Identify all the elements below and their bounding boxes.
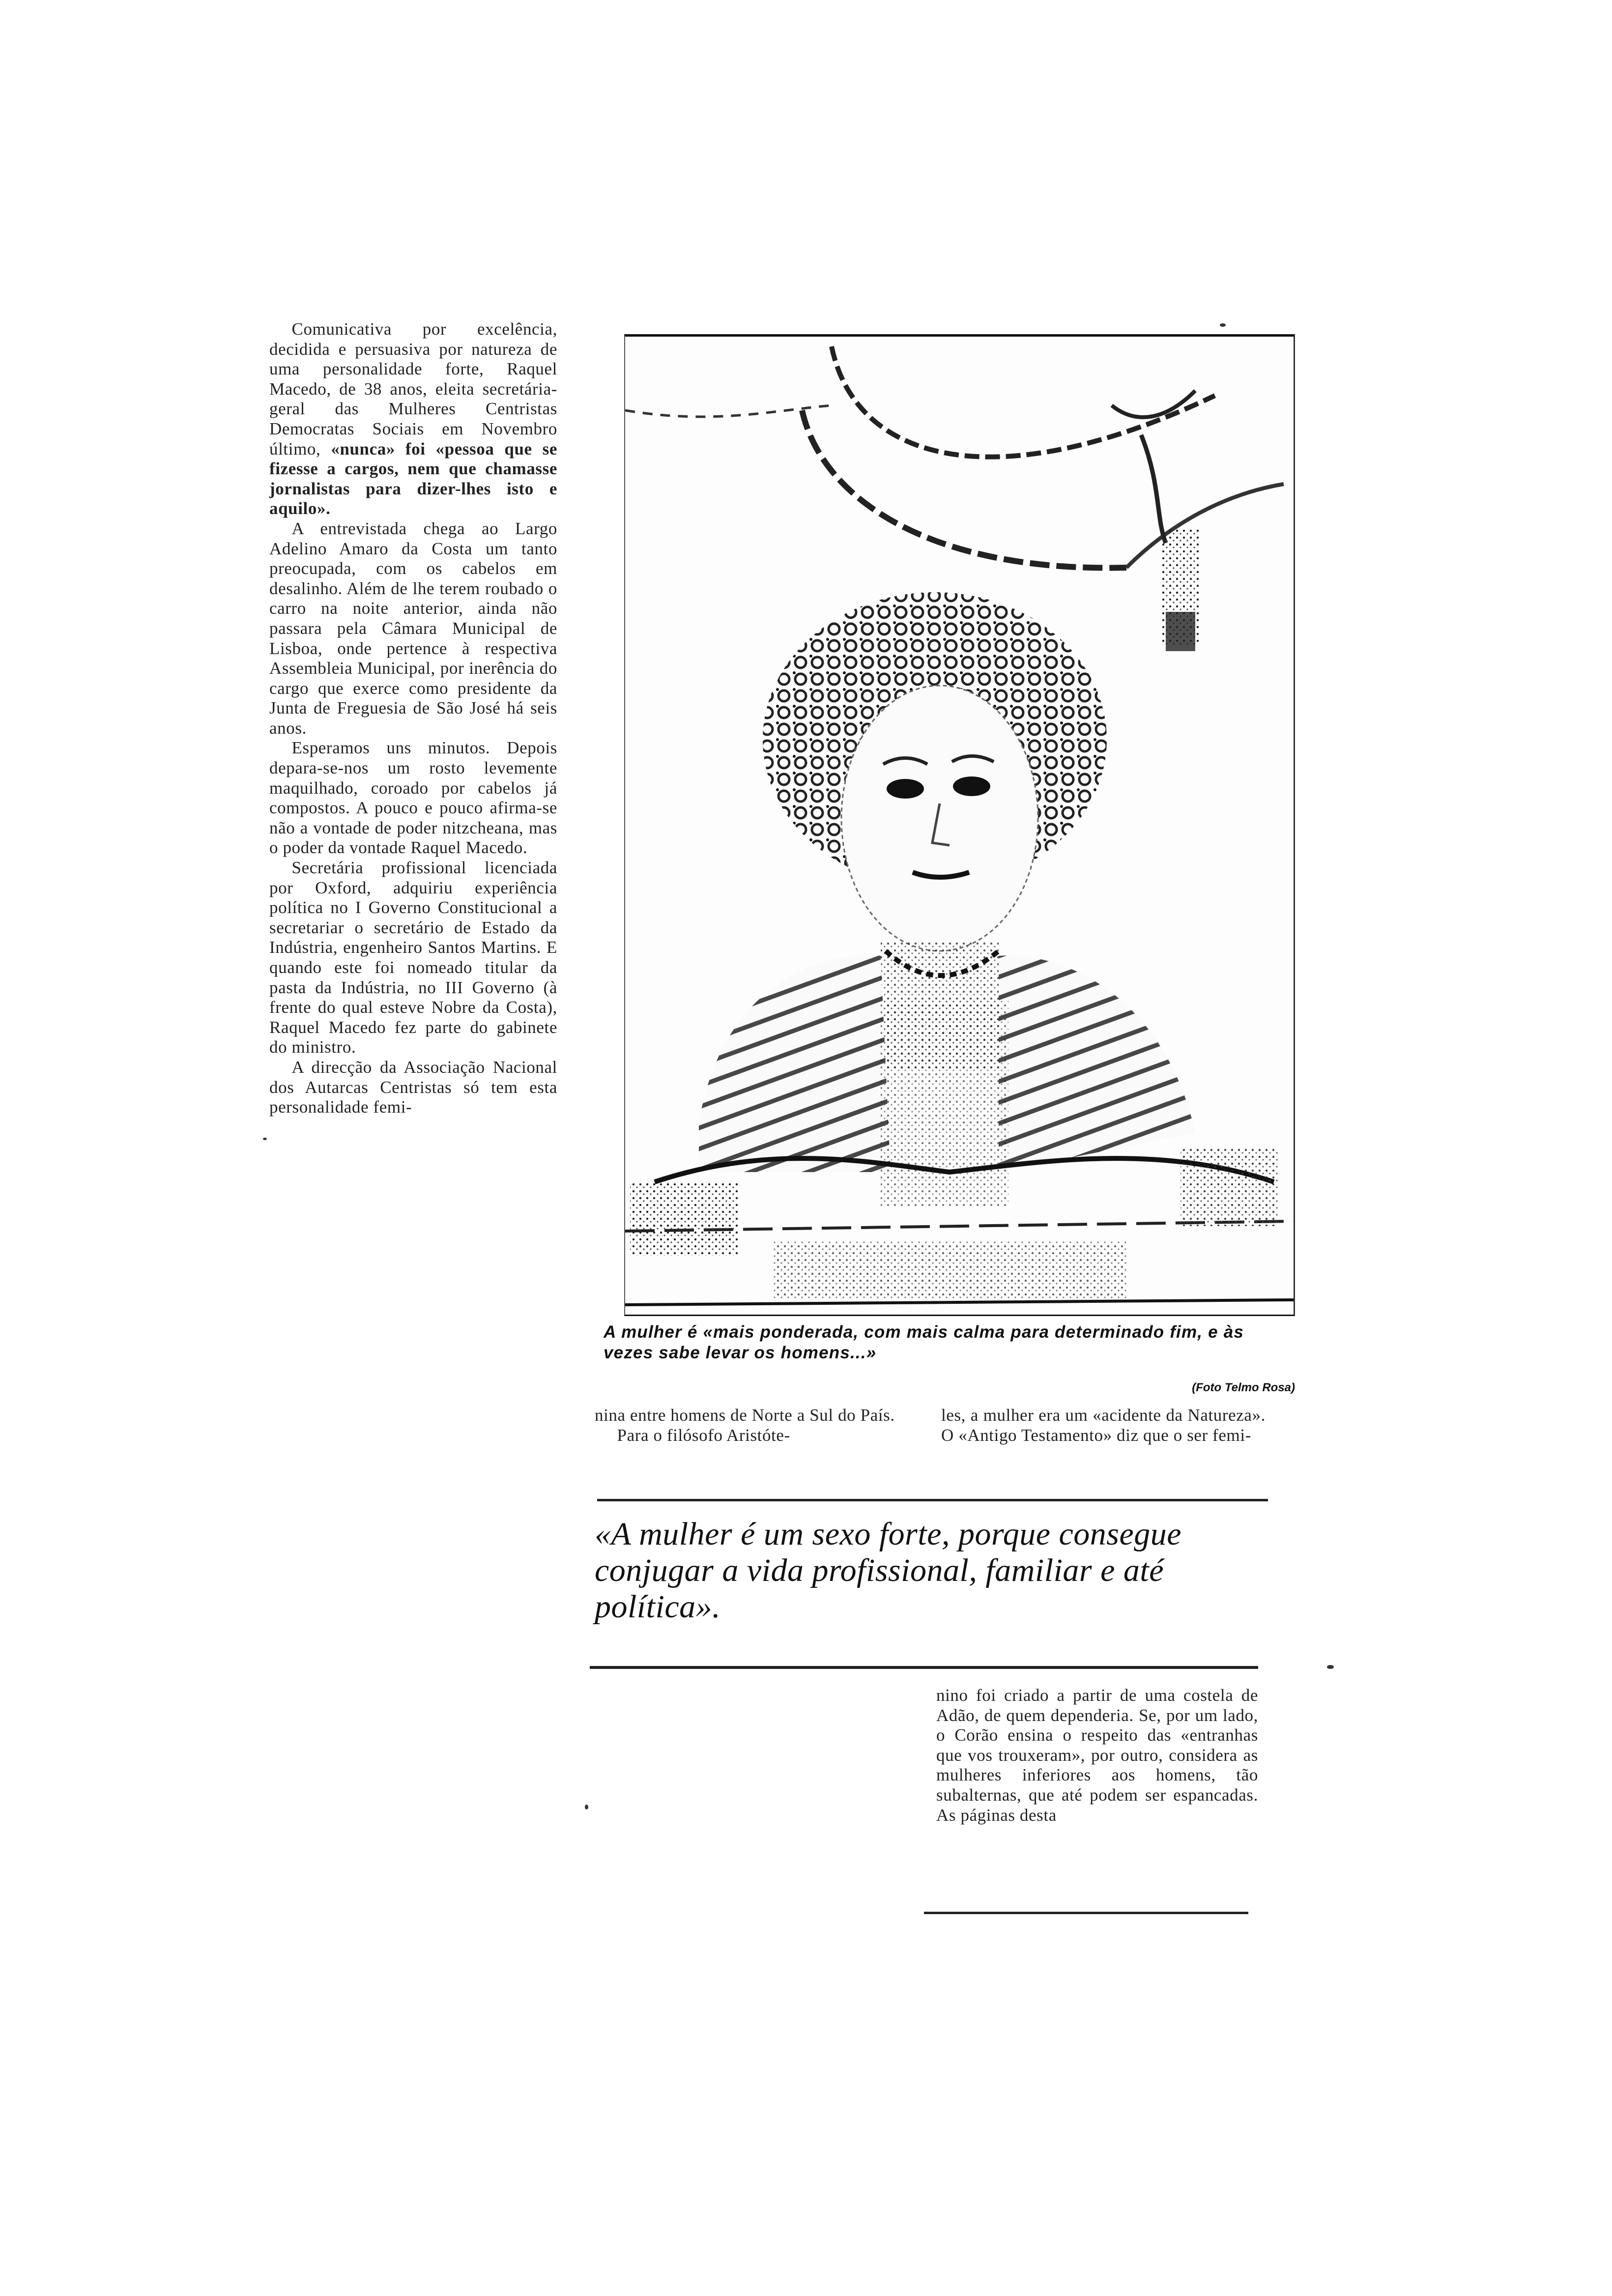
rule-end-article [924,1912,1248,1914]
portrait-photo [624,334,1295,1316]
pull-quote: «A mulher é um sexo forte, porque consegue conjugar a vida profissional, familiar e até política». [595,1516,1182,1625]
article-middle-left-column [595,1406,909,1445]
article-paragraph-1 [269,319,557,519]
photocopy-speck [1220,323,1226,327]
rule-above-quote [597,1499,1268,1501]
article-paragraph-1-bold: «nunca» foi «pessoa que se fizesse a cargos, nem que chamasse jornalistas para dizer-lhes isto e aquilo». [269,439,557,518]
article-bottom-column [936,1686,1258,1825]
photocopy-speck [585,1805,588,1809]
article-paragraph-3: Esperamos uns minutos. Depois depara-se-nos um rosto levemente maquilhado, coroado por cabelos já compostos. A pouco e pouco afirma-se não a vontade de poder nitzcheana, mas o poder da vontade Raquel Macedo. [269,738,557,858]
article-paragraph-1-text: Comunicativa por excelência, decidida e persuasiva por natureza de uma personalidade forte, Raquel Macedo, de 38 anos, eleita secretária-geral das Mulheres Centristas Democratas Sociais em Novembro último, [269,319,557,459]
article-middle-left-text-2: Para o filósofo Aristóte- [617,1425,790,1445]
article-paragraph-4: Secretária profissional licenciada por Oxford, adquiriu experiência política no I Governo Constitucional a secretariar o secretário de Estado da Indústria, engenheiro Santos Martins. E quando este foi nomeado titular da pasta da Indústria, no III Governo (à frente do qual esteve Nobre da Costa), Raquel Macedo fez parte do gabinete do ministro. [269,858,557,1057]
article-bottom-text: nino foi criado a partir de uma costela de Adão, de quem dependeria. Se, por um lado, o Corão ensina o respeito das «entranhas que vos trouxeram», por outro, considera as mulheres inferiores aos homens, tão subalternas, que até podem ser espancadas. As páginas desta [936,1686,1258,1825]
portrait-illustration [625,337,1294,1315]
photocopy-speck [1327,1665,1334,1669]
article-paragraph-2: A entrevistada chega ao Largo Adelino Amaro da Costa um tanto preocupada, com os cabelos em desalinho. Além de lhe terem roubado o carro na noite anterior, ainda não passara pela Câmara Municipal de Lisboa, onde pertence à respectiva Assembleia Municipal, por inerência do cargo que exerce como presidente da Junta de Freguesia de São José há seis anos. [269,518,557,738]
article-middle-right-column [941,1406,1266,1445]
article-left-column [269,319,557,1118]
article-middle-right-text: les, a mulher era um «acidente da Natureza». O «Antigo Testamento» diz que o ser femi- [941,1406,1266,1445]
photo-credit: (Foto Telmo Rosa) [1192,1381,1295,1394]
photo-caption: A mulher é «mais ponderada, com mais calma para determinado fim, e às vezes sabe levar os homens...» [604,1322,1244,1362]
rule-below-quote [590,1666,1258,1669]
photocopy-speck [263,1138,267,1140]
article-middle-left-text: nina entre homens de Norte a Sul do País. [595,1406,895,1425]
article-paragraph-5: A direcção da Associação Nacional dos Autarcas Centristas só tem esta personalidade femi- [269,1057,557,1117]
